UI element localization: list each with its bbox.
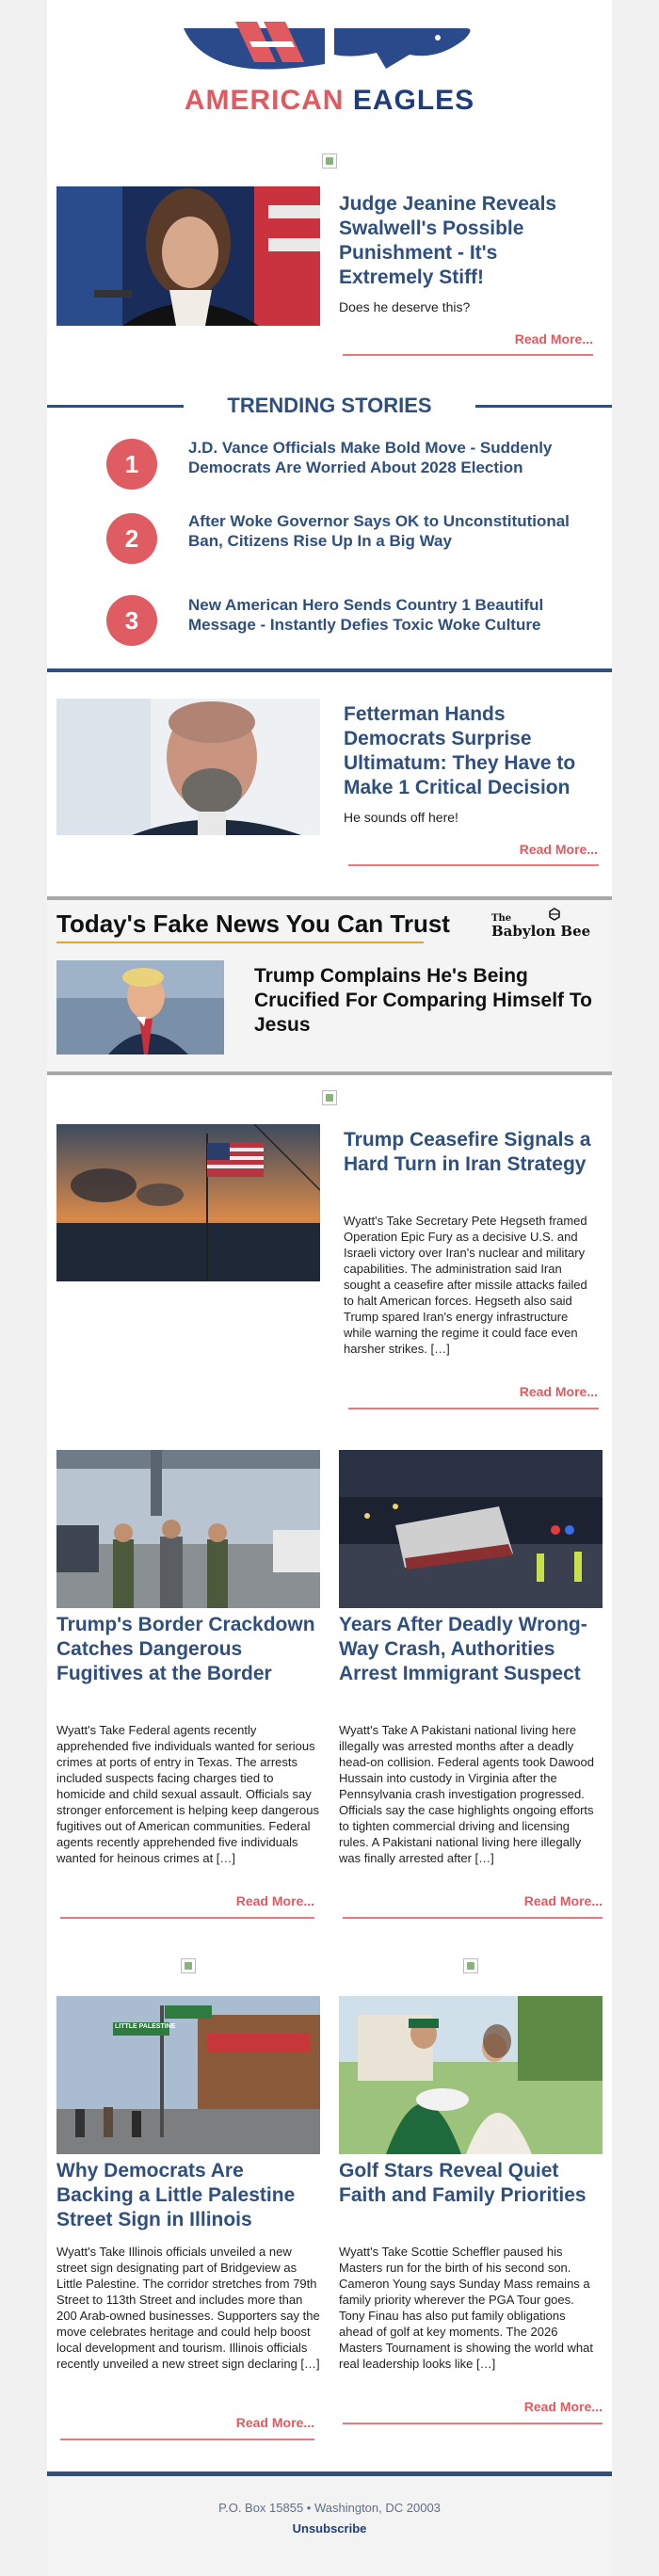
broken-image-icon — [322, 1090, 337, 1105]
hero-read-more-link[interactable]: Read More... — [514, 331, 593, 346]
trending-item-1[interactable]: J.D. Vance Officials Make Bold Move - Suddenly Democrats Are Worried About 2028 Election — [188, 439, 553, 476]
golf-body: Wyatt's Take Scottie Scheffler paused his Masters run for the birth of his second son. Cameron Young says Sunday Mass remains a family priority wherever the PGA Tour goes. Tony Finau has also put family obligations ahead of golf at key moments. The 2026 Masters Tournament is showing the world what real leadership looks like […] — [339, 2245, 593, 2371]
crash-image[interactable] — [339, 1450, 603, 1608]
golf-image[interactable] — [339, 1996, 603, 2154]
border-body: Wyatt's Take Federal agents recently apprehended five individuals wanted for serious crimes at ports of entry in Texas. The arrests included suspects facing charges tied to homicide and child sexual assault. Officials say stronger enforcement is helping keep dangerous fugitives out of American communities. Federal agents recently apprehended five individuals wanted for heinous crimes at […] — [56, 1723, 319, 1865]
trending-number-1: 1 — [106, 439, 157, 490]
trending-item-3[interactable]: New American Hero Sends Country 1 Beautiful Message - Instantly Defies Toxic Woke Culture — [188, 596, 544, 634]
hero-divider — [343, 354, 593, 356]
trending-rule-left — [47, 405, 184, 408]
border-read-more-link[interactable]: Read More... — [235, 1893, 314, 1908]
trending-rule-right — [475, 405, 612, 408]
babylon-heading: Today's Fake News You Can Trust — [56, 910, 450, 938]
babylon-bee-logo[interactable] — [490, 906, 603, 940]
babylon-image[interactable] — [56, 960, 224, 1055]
broken-image-icon — [181, 1958, 196, 1973]
iran-body: Wyatt's Take Secretary Pete Hegseth framed Operation Epic Fury as a decisive U.S. and Israeli victory over Iran's nuclear and military capabilities. The administration said Iran sought a ceasefire after missile attacks failed to halt American forces. Hegseth also said Trump spared Iran's energy infrastructure while warning the regime it could face even harsher strikes. […] — [344, 1214, 587, 1356]
golf-read-more-link[interactable]: Read More... — [523, 2399, 603, 2414]
broken-image-icon — [463, 1958, 478, 1973]
palestine-body: Wyatt's Take Illinois officials unveiled a new street sign designating part of Bridgeview as Little Palestine. The corridor stretches from 79th Street to 113th Street and includes more than 200 Arab-owned businesses. Supporters say the move celebrates heritage and could help boost local development and tourism. Illinois officials recently unveiled a new street sign declaring […] — [56, 2245, 320, 2371]
golf-title[interactable]: Golf Stars Reveal Quiet Faith and Family Priorities — [339, 2160, 587, 2206]
street-sign-text: LITTLE PALESTINE — [115, 2023, 176, 2030]
babylon-title[interactable]: Trump Complains He's Being Crucified For Comparing Himself To Jesus — [254, 965, 592, 1036]
fetterman-read-more-link[interactable]: Read More... — [519, 842, 598, 857]
footer-address: P.O. Box 15855 • Washington, DC 20003 — [218, 2501, 441, 2515]
fetterman-image[interactable] — [56, 699, 320, 835]
brand-logo[interactable] — [47, 0, 612, 137]
fetterman-deck: He sounds off here! — [344, 810, 458, 825]
trending-heading: TRENDING STORIES — [227, 394, 432, 417]
hero-deck: Does he deserve this? — [339, 299, 471, 314]
crash-body: Wyatt's Take A Pakistani national living here illegally was arrested months after a deadly head-on collision. Federal agents took Dawood Hussain into custody in Virginia after the Pennsylvania crash investigation progressed. Officials say the case highlights ongoing efforts to tighten commercial driving and licensing rules. A Pakistani national living here illegally was finally arrested after […] — [339, 1723, 595, 1865]
border-image[interactable] — [56, 1450, 320, 1608]
logo-text-american: AMERICAN — [184, 85, 353, 116]
babylon-logo-big: Babylon Bee — [491, 923, 591, 940]
crash-read-more-link[interactable]: Read More... — [523, 1893, 603, 1908]
trending-item-2[interactable]: After Woke Governor Says OK to Unconstitutional Ban, Citizens Rise Up In a Big Way — [188, 512, 570, 550]
eagle-logo-icon — [184, 17, 475, 78]
crash-title[interactable]: Years After Deadly Wrong-Way Crash, Authorities Arrest Immigrant Suspect — [339, 1614, 587, 1684]
trending-number-2: 2 — [106, 513, 157, 564]
broken-image-icon — [322, 153, 337, 169]
palestine-divider — [60, 2439, 314, 2440]
unsubscribe-link[interactable]: Unsubscribe — [292, 2521, 367, 2536]
newsletter — [47, 0, 612, 2576]
crash-divider — [343, 1917, 603, 1919]
fetterman-title[interactable]: Fetterman Hands Democrats Surprise Ultimatum: They Have to Make 1 Critical Decision — [344, 703, 576, 798]
babylon-rule-bottom — [47, 1071, 612, 1075]
iran-divider — [348, 1408, 599, 1409]
border-divider — [60, 1917, 314, 1919]
babylon-heading-underline — [56, 942, 424, 943]
hero-image[interactable] — [56, 186, 320, 326]
border-title[interactable]: Trump's Border Crackdown Catches Dangerous Fugitives at the Border — [56, 1614, 315, 1684]
trending-number-3: 3 — [106, 595, 157, 646]
bee-icon — [548, 908, 561, 921]
babylon-logo-small: The — [491, 913, 512, 924]
iran-title[interactable]: Trump Ceasefire Signals a Hard Turn in Iran Strategy — [344, 1129, 591, 1175]
hero-title[interactable]: Judge Jeanine Reveals Swalwell's Possible Punishment - It's Extremely Stiff! — [339, 193, 557, 288]
section-divider — [47, 668, 612, 672]
palestine-read-more-link[interactable]: Read More... — [235, 2415, 314, 2430]
iran-image[interactable] — [56, 1124, 320, 1281]
fetterman-divider — [348, 864, 599, 866]
iran-read-more-link[interactable]: Read More... — [519, 1384, 598, 1399]
golf-divider — [343, 2423, 603, 2424]
palestine-image[interactable] — [56, 1996, 320, 2154]
logo-wordmark — [47, 85, 612, 117]
logo-text-eagles: EAGLES — [352, 85, 475, 116]
palestine-title[interactable]: Why Democrats Are Backing a Little Palestine Street Sign in Illinois — [56, 2160, 296, 2230]
